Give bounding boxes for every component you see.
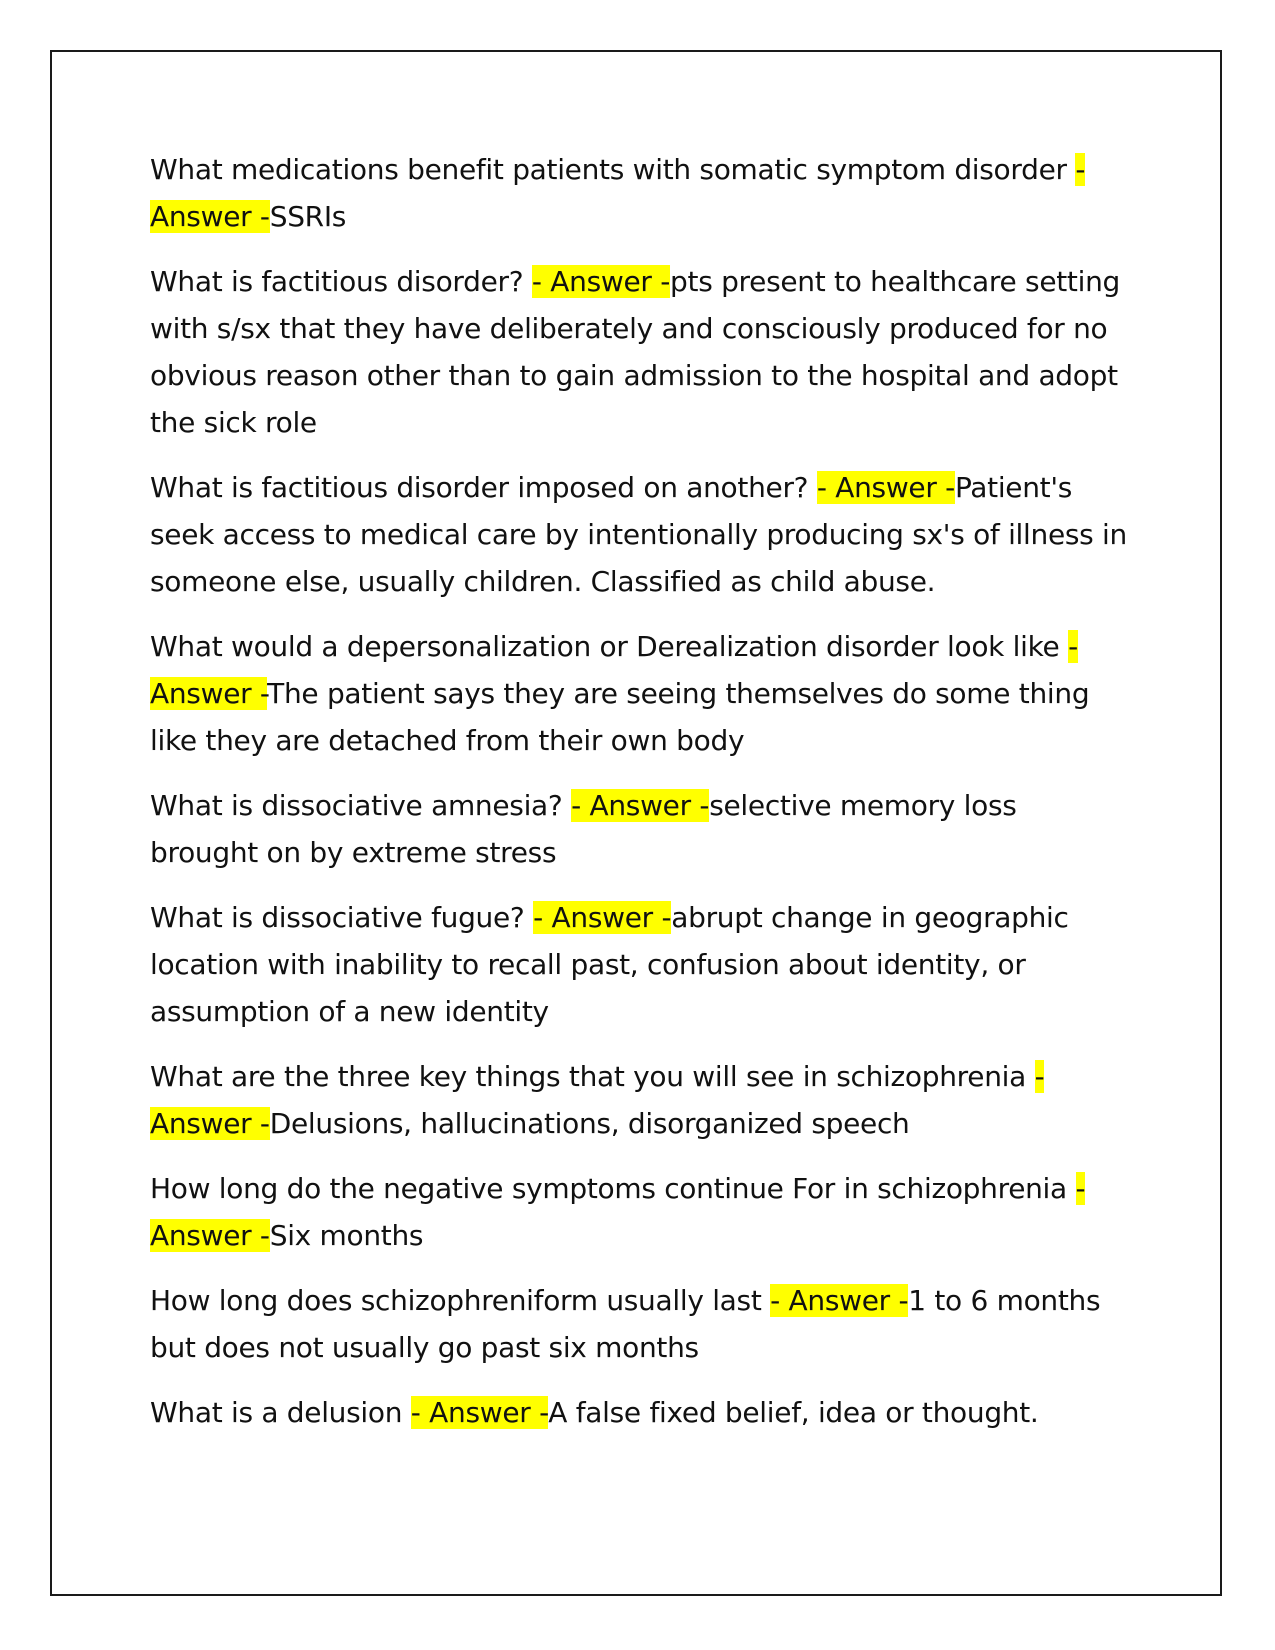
answer-marker-highlight: - Answer - <box>150 630 1078 710</box>
answer-text: A false fixed belief, idea or thought. <box>548 1396 1039 1429</box>
answer-marker-highlight: - Answer - <box>150 1060 1045 1140</box>
answer-text: SSRIs <box>269 200 347 233</box>
question-text: What is factitious disorder imposed on another? <box>150 471 817 504</box>
document-body <box>150 146 1130 1454</box>
answer-marker-highlight: - Answer - <box>531 265 671 298</box>
answer-text: pts present to healthcare setting with s/sx that they have deliberately and consciously produced for no obvious reason other than to gain admission to the hospital and adopt the sick role <box>150 265 1121 439</box>
question-text: How long do the negative symptoms continue For in schizophrenia <box>150 1172 1076 1205</box>
answer-text: Delusions, hallucinations, disorganized speech <box>269 1107 910 1140</box>
question-text: What is dissociative fugue? <box>150 901 534 934</box>
answer-text: abrupt change in geographic location with inability to recall past, confusion about identity, or assumption of a new identity <box>150 901 1069 1028</box>
qa-item <box>150 623 1130 764</box>
answer-text: selective memory loss brought on by extreme stress <box>150 789 1017 869</box>
answer-text: Six months <box>269 1219 424 1252</box>
answer-marker-highlight: - Answer - <box>770 1284 909 1317</box>
question-text: What is dissociative amnesia? <box>150 789 572 822</box>
question-text: What are the three key things that you will see in schizophrenia <box>150 1060 1035 1093</box>
question-text: How long does schizophreniform usually last <box>150 1284 771 1317</box>
answer-text: 1 to 6 months but does not usually go past six months <box>150 1284 1101 1364</box>
answer-marker-highlight: - Answer - <box>410 1396 549 1429</box>
question-text: What medications benefit patients with somatic symptom disorder <box>150 153 1076 186</box>
question-text: What is factitious disorder? <box>150 265 532 298</box>
answer-marker-highlight: - Answer - <box>533 901 672 934</box>
answer-marker-highlight: - Answer - <box>150 1172 1086 1252</box>
answer-marker-highlight: - Answer - <box>150 153 1086 233</box>
question-text: What is a delusion <box>150 1396 411 1429</box>
qa-item <box>150 782 1130 876</box>
qa-item <box>150 464 1130 605</box>
qa-item <box>150 146 1130 240</box>
qa-item <box>150 258 1130 446</box>
qa-item <box>150 1165 1130 1259</box>
answer-marker-highlight: - Answer - <box>571 789 710 822</box>
qa-item <box>150 894 1130 1035</box>
answer-marker-highlight: - Answer - <box>816 471 955 504</box>
question-text: What would a depersonalization or Derealization disorder look like <box>150 630 1069 663</box>
answer-text: Patient's seek access to medical care by intentionally producing sx's of illness in someone else, usually children. Classified as child abuse. <box>150 471 1127 598</box>
qa-item <box>150 1389 1130 1436</box>
qa-item <box>150 1053 1130 1147</box>
qa-item <box>150 1277 1130 1371</box>
answer-text: The patient says they are seeing themselves do some thing like they are detached from their own body <box>150 677 1090 757</box>
